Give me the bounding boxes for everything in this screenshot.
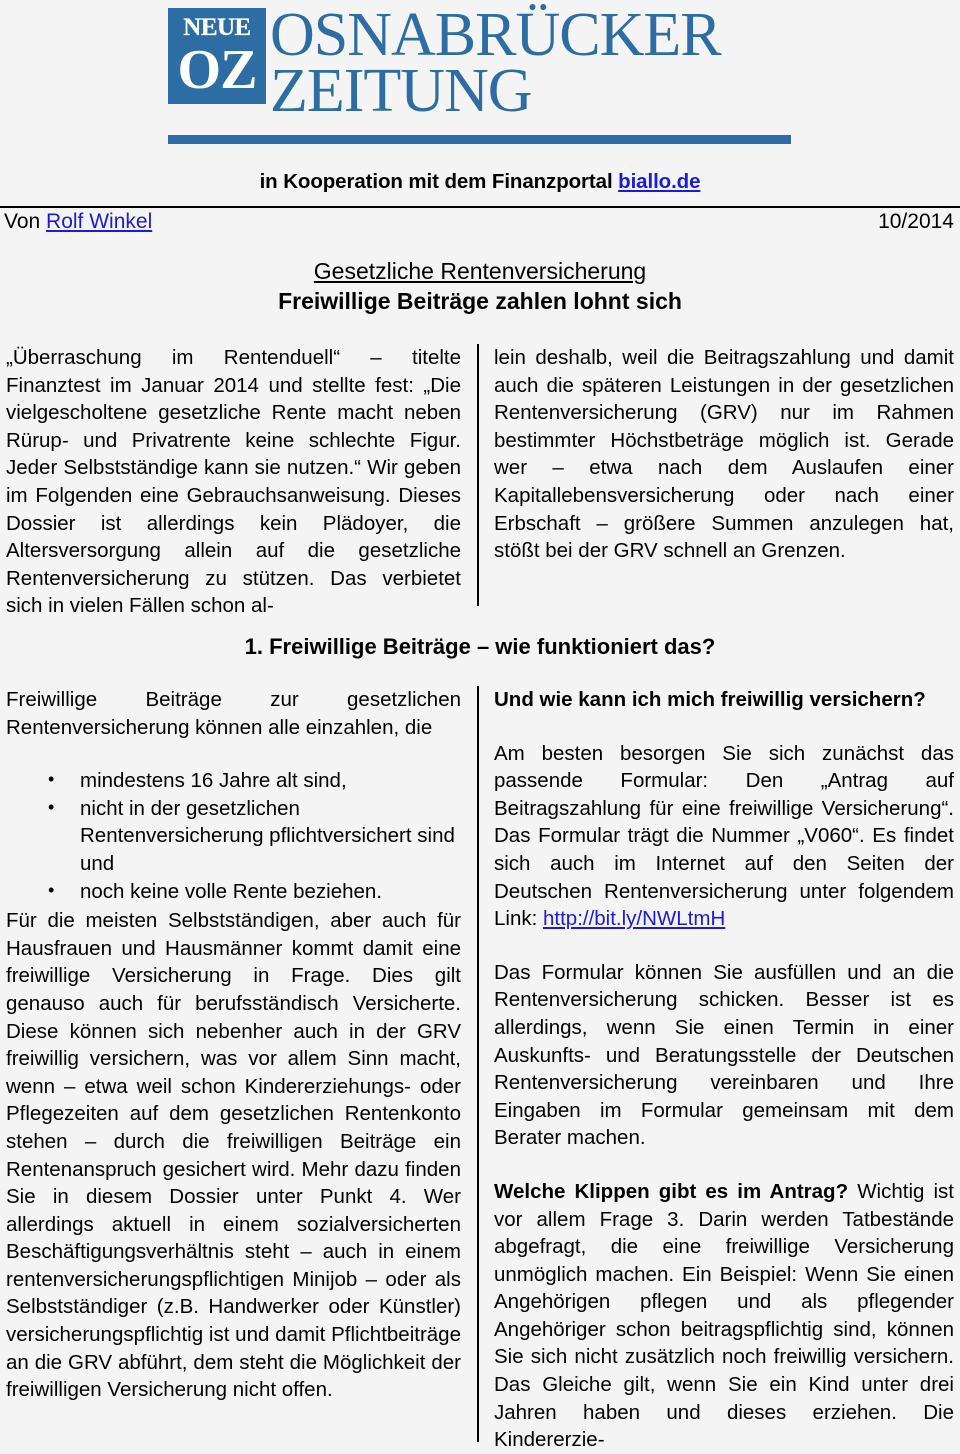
- intro-column-left: [6, 344, 461, 620]
- masthead: [168, 1, 793, 148]
- section-1-right-paragraph-3-text: Wichtig ist vor allem Frage 3. Darin werden Tatbestände abgefragt, die eine freiwillige Versicherung unmöglich machen. Ein Beispiel: Wenn Sie einen Angehörigen pflegen und als pflegender Angehöriger schon beitragspflichtig sind, können Sie sich nicht zusätzlich noch freiwillig versichern. Das Gleiche gilt, wenn Sie ein Kind unter drei Jahren haben und dieses erziehen. Die Kindererzie-: [494, 1179, 954, 1452]
- wordmark-line-zeitung: ZEITUNG: [270, 57, 532, 125]
- biallo-link[interactable]: biallo.de: [618, 170, 701, 193]
- byline-date: 10/2014: [878, 210, 954, 233]
- article-kicker-text: Gesetzliche Rentenversicherung: [313, 258, 647, 284]
- list-item: • mindestens 16 Jahre alt sind,: [48, 767, 461, 795]
- eligibility-list: [6, 767, 461, 905]
- wordmark-line-osnabruecker: OSNABRÜCKER: [270, 1, 721, 69]
- cooperation-prefix: in Kooperation mit dem Finanzportal: [259, 170, 619, 193]
- body-column-left: [6, 686, 461, 1404]
- newspaper-logo: [168, 1, 793, 125]
- section-1-left-body: Für die meisten Selbstständigen, aber auch für Hausfrauen und Hausmänner kommt damit eine freiwillige Versicherung in Frage. Dies gilt genauso auch für berufsständisch Versicherte. Diese können sich nebenher auch in der GRV freiwillig versichern, was vor allem Sinn macht, wenn – etwa weil schon Kindererziehungs- oder Pflegezeiten auf dem gesetzlichen Rentenkonto stehen – durch die freiwilligen Beiträge ein Rentenanspruch gesichert wird. Mehr dazu finden Sie in diesem Dossier unter Punkt 4. Wer allerdings aktuell in einem sozialversicherten Beschäftigungsverhältnis steht – auch in einem rentenversicherungspflichtigen Minijob – oder als Selbstständiger (z.B. Handwerker oder Künstler) versicherungspflichtig ist und damit Pflichtbeiträge an die GRV abführt, dem steht die Möglichkeit der freiwilligen Versicherung nicht offen.: [6, 909, 461, 1402]
- section-1-right-paragraph-2: Das Formular können Sie ausfüllen und an die Rentenversicherung schicken. Besser ist es allerdings, wenn Sie einen Termin in einer Auskunfts- und Beratungsstelle der Deutschen Rentenversicherung vereinbaren und Ihre Eingaben im Formular gemeinsam mit dem Berater machen.: [494, 960, 954, 1150]
- byline-author-group: [4, 210, 152, 234]
- article-headline: Freiwillige Beiträge zahlen lohnt sich: [278, 288, 682, 314]
- masthead-divider: [168, 135, 791, 144]
- subheading-versichern: Und wie kann ich mich freiwillig versichern?: [494, 688, 926, 711]
- section-1-right-paragraph-1: [494, 740, 954, 933]
- cooperation-line: [0, 170, 960, 194]
- intro-column-divider: [477, 344, 479, 606]
- byline-prefix: Von: [4, 210, 47, 233]
- formular-link[interactable]: http://bit.ly/NWLtmH: [543, 907, 726, 931]
- subheading-klippen: Welche Klippen gibt es im Antrag?: [494, 1179, 849, 1203]
- logo-badge: [168, 8, 266, 104]
- byline-divider: [0, 206, 960, 208]
- section-1-right-paragraph-1-text: Am besten besorgen Sie sich zunächst das passende Formular: Den „Antrag auf Beitragszahlung für eine freiwillige Versicherung“. Das Formular trägt die Nummer „V060“. Es findet sich auch im Internet auf den Seiten der Deutschen Rentenversicherung unter folgendem Link:: [494, 741, 954, 931]
- list-item: • noch keine volle Rente beziehen.: [48, 878, 461, 906]
- byline: [0, 210, 960, 238]
- author-link[interactable]: Rolf Winkel: [46, 210, 153, 233]
- intro-paragraph-right: lein deshalb, weil die Beitragszahlung und damit auch die späteren Leistungen in der gesetzlichen Rentenversicherung (GRV) nur im Rahmen bestimmter Höchstbeträge möglich ist. Gerade wer – etwa nach dem Auslaufen einer Kapitallebensversicherung oder nach einer Erbschaft – größere Summen anzulegen hat, stößt bei der GRV schnell an Grenzen.: [494, 346, 954, 563]
- intro-paragraph-left: „Überraschung im Rentenduell“ – titelte Finanztest im Januar 2014 und stellte fest: „Die vielgescholtene gesetzliche Rente macht neben Rürup- und Privatrente keine schlechte Figur. Jeder Selbstständige kann sie nutzen.“ Wir geben im Folgenden eine Gebrauchsanweisung. Dieses Dossier ist allerdings kein Plädoyer, die Altersversorgung allein auf die gesetzliche Rentenversicherung zu stützen. Das verbietet sich in vielen Fällen schon al-: [6, 346, 461, 618]
- section-1-title: 1. Freiwillige Beiträge – wie funktioniert das?: [244, 634, 716, 659]
- body-column-right: [494, 686, 954, 1454]
- masthead-wordmark: [270, 1, 793, 125]
- list-item: • nicht in der gesetzlichen Rentenversicherung pflichtversichert sind und: [48, 795, 461, 878]
- intro-column-right: [494, 344, 954, 565]
- logo-badge-oz: OZ: [177, 39, 257, 101]
- section-1-left-intro: Freiwillige Beiträge zur gesetzlichen Rentenversicherung können alle einzahlen, die: [6, 688, 461, 739]
- body-column-divider: [477, 686, 479, 1442]
- logo-badge-neue: NEUE: [183, 14, 251, 41]
- section-1-right-paragraph-3: [494, 1178, 954, 1454]
- article-kicker: [0, 258, 960, 285]
